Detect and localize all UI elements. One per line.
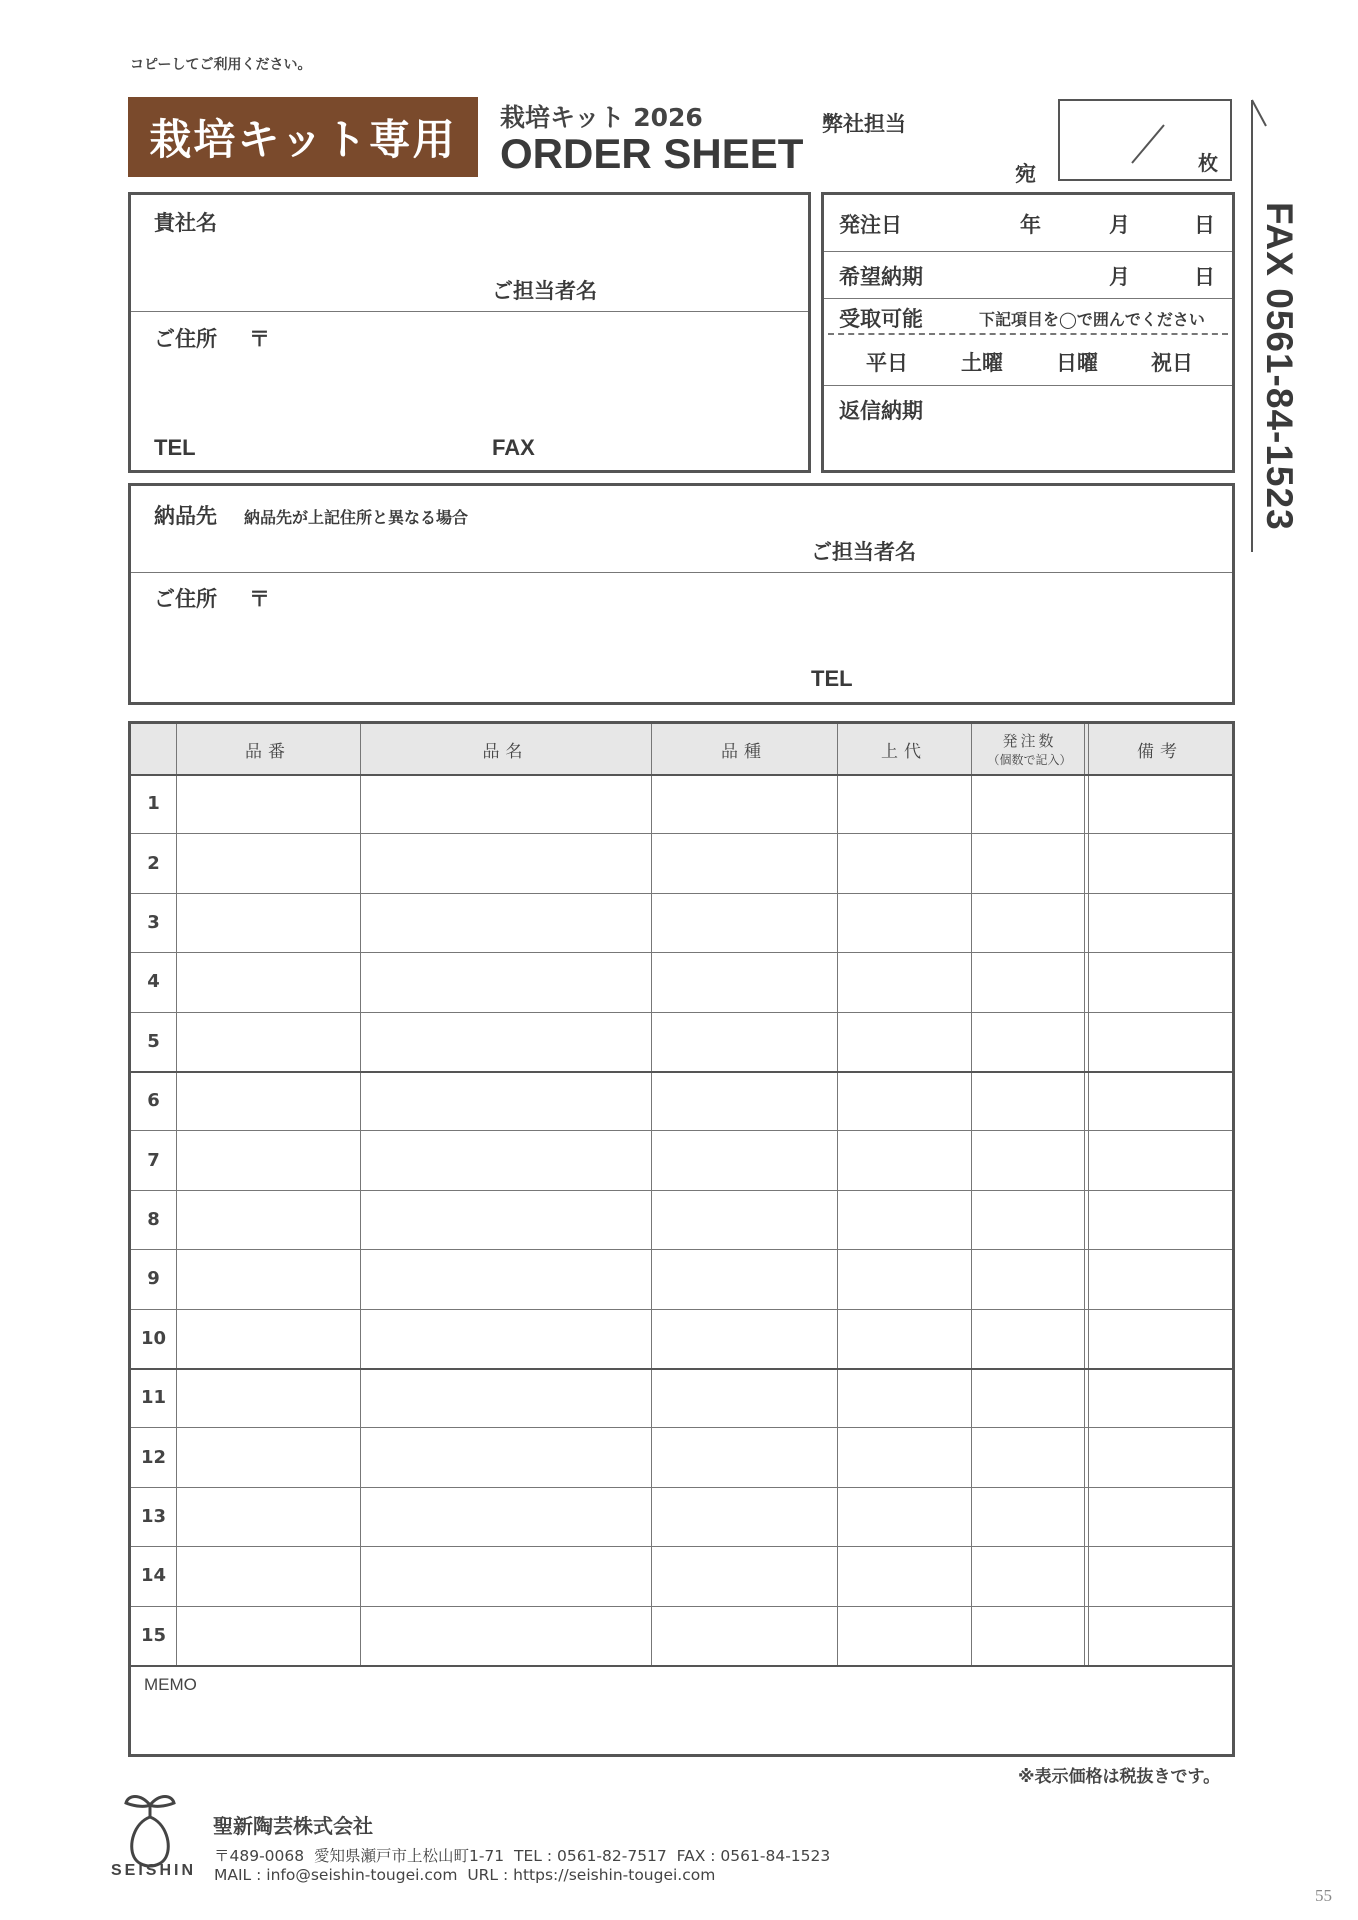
row-number: 9 — [147, 1268, 160, 1290]
table-row[interactable] — [131, 1012, 1232, 1071]
footer-contact: MAIL : info@seishin-tougei.com URL : https://seishin-tougei.com — [214, 1866, 716, 1884]
row-number: 2 — [147, 852, 160, 874]
option-weekday: 平日 — [866, 351, 908, 375]
table-row[interactable] — [131, 1130, 1232, 1189]
page-title: ORDER SHEET — [500, 130, 804, 177]
company-name-label: 貴社名 — [154, 211, 217, 235]
header-remarks: 備考 — [1088, 724, 1232, 774]
row-number: 1 — [147, 793, 160, 815]
delivery-tel-label: TEL — [811, 666, 853, 691]
order-date-label: 発注日 — [839, 213, 902, 237]
receive-label: 受取可能 — [839, 307, 923, 331]
table-row[interactable] — [131, 1427, 1232, 1486]
table-row[interactable] — [131, 1368, 1232, 1427]
divider — [131, 572, 1232, 573]
table-row[interactable] — [131, 1606, 1232, 1665]
delivery-address-label: ご住所 — [154, 587, 217, 611]
table-row[interactable] — [131, 1190, 1232, 1249]
to-suffix: 宛 — [1015, 162, 1036, 186]
quantity-subnote: （個数で記入） — [987, 753, 1072, 767]
row-number: 6 — [147, 1090, 160, 1112]
table-row[interactable] — [131, 774, 1232, 833]
row-number: 15 — [140, 1624, 167, 1646]
fax-label: FAX — [492, 435, 535, 460]
divider — [824, 298, 1232, 299]
header-quantity: 発注数 （個数で記入） — [971, 724, 1088, 774]
delivery-date-label: 希望納期 — [839, 265, 923, 289]
pages-label: 枚 — [1198, 151, 1218, 175]
header-number-cell — [131, 724, 176, 774]
header-variety: 品種 — [651, 724, 837, 774]
postal-mark: 〒 — [249, 327, 270, 351]
header-item-code: 品番 — [176, 724, 360, 774]
row-number: 13 — [140, 1505, 167, 1527]
receive-note: 下記項目を◯で囲んでください — [979, 310, 1205, 329]
table-row[interactable] — [131, 833, 1232, 892]
tel-label: TEL — [154, 435, 196, 460]
delivery-contact-label: ご担当者名 — [811, 540, 916, 564]
delivery-note: 納品先が上記住所と異なる場合 — [244, 508, 469, 527]
option-sunday: 日曜 — [1056, 351, 1098, 375]
footer-address: 〒489-0068 愛知県瀬戸市上松山町1-71 TEL : 0561-82-7517 FAX : 0561-84-1523 — [214, 1847, 831, 1865]
row-number: 4 — [147, 971, 160, 993]
row-number: 8 — [147, 1208, 160, 1230]
divider — [131, 311, 808, 312]
header-subtitle: 栽培キット 2026 — [500, 103, 703, 132]
address-label: ご住所 — [154, 327, 217, 351]
row-number: 3 — [147, 911, 160, 933]
tax-note: ※表示価格は税抜きです。 — [1018, 1767, 1221, 1787]
contact-name-label: ご担当者名 — [492, 279, 597, 303]
footer-company-name: 聖新陶芸株式会社 — [213, 1814, 373, 1838]
header-retail-price: 上代 — [837, 724, 971, 774]
fax-number-vertical: FAX 0561-84-1523 — [1259, 202, 1300, 531]
memo-area — [131, 1665, 1232, 1754]
page-number: 55 — [1315, 1886, 1332, 1905]
company-box — [128, 192, 811, 473]
option-saturday: 土曜 — [961, 351, 1003, 375]
option-holiday: 祝日 — [1151, 351, 1193, 375]
table-row[interactable] — [131, 1071, 1232, 1130]
order-info-box — [821, 192, 1235, 473]
month-label: 月 — [1109, 213, 1130, 237]
row-number: 5 — [147, 1030, 160, 1052]
table-row[interactable] — [131, 952, 1232, 1011]
memo-label: MEMO — [144, 1675, 197, 1694]
row-number: 12 — [140, 1446, 167, 1468]
logo-text: SEISHIN — [111, 1862, 197, 1879]
table-row[interactable] — [131, 1249, 1232, 1308]
table-row[interactable] — [131, 1487, 1232, 1546]
row-number: 7 — [147, 1149, 160, 1171]
table-row[interactable] — [131, 893, 1232, 952]
row-number: 11 — [140, 1387, 167, 1409]
kit-badge-label: 栽培キット専用 — [149, 115, 457, 164]
delivery-label: 納品先 — [154, 504, 217, 528]
header-item-name: 品名 — [360, 724, 651, 774]
day-label: 日 — [1194, 213, 1215, 237]
delivery-month-label: 月 — [1109, 265, 1130, 289]
kit-badge — [128, 97, 478, 177]
row-number: 14 — [140, 1565, 167, 1587]
order-table — [128, 721, 1235, 1757]
staff-label: 弊社担当 — [822, 112, 906, 136]
delivery-box — [128, 483, 1235, 705]
dashed-divider — [828, 333, 1228, 335]
delivery-postal-mark: 〒 — [249, 587, 270, 611]
year-label: 年 — [1020, 213, 1041, 237]
divider — [824, 251, 1232, 252]
row-number: 10 — [140, 1327, 167, 1349]
reply-date-label: 返信納期 — [839, 399, 923, 423]
divider — [824, 385, 1232, 386]
copy-note: コピーしてご利用ください。 — [130, 57, 312, 73]
page-count-box — [1058, 99, 1232, 181]
delivery-day-label: 日 — [1194, 265, 1215, 289]
table-row[interactable] — [131, 1546, 1232, 1605]
table-row[interactable] — [131, 1309, 1232, 1368]
